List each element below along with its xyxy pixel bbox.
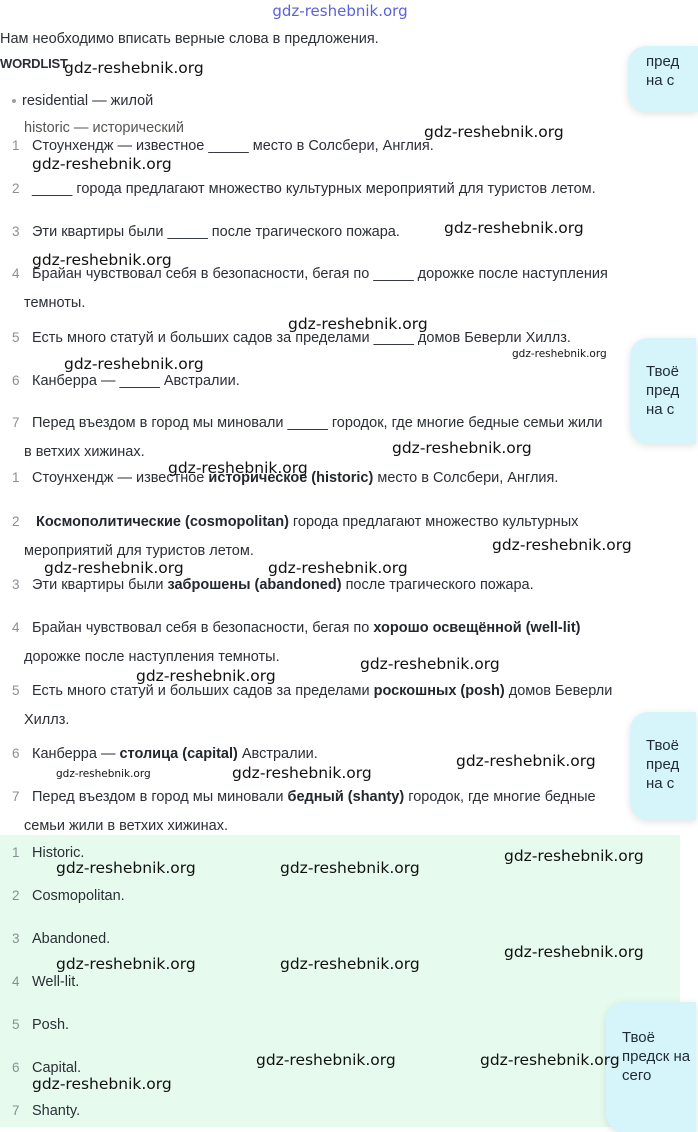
filled-text-line2: Хиллз.	[24, 712, 70, 728]
watermark: gdz-reshebnik.org	[280, 859, 420, 877]
filled-text	[32, 620, 580, 636]
watermark: gdz-reshebnik.org	[504, 847, 644, 865]
watermark: gdz-reshebnik.org	[256, 1051, 396, 1069]
answer-number: 7	[12, 1103, 20, 1118]
bullet-icon	[12, 99, 16, 103]
filled-answer: бедный (shanty)	[287, 789, 405, 805]
task-text: Есть много статуй и больших садов за пределами _____ домов Беверли Хиллз.	[32, 330, 571, 346]
filled-text-line2: мероприятий для туристов летом.	[24, 543, 254, 559]
watermark: gdz-reshebnik.org	[424, 123, 564, 141]
task-text: _____ города предлагают множество культурных мероприятий для туристов летом.	[32, 181, 596, 197]
task-text: Перед въездом в город мы миновали _____ городок, где многие бедные семьи жили	[32, 415, 603, 431]
wordlist-title: WORDLIST	[0, 56, 68, 71]
top-watermark: gdz-reshebnik.org	[272, 2, 408, 20]
watermark: gdz-reshebnik.org	[32, 251, 172, 269]
filled-text-line2: дорожке после наступления темноты.	[24, 649, 280, 665]
watermark: gdz-reshebnik.org	[168, 459, 308, 477]
filled-number: 5	[12, 683, 20, 698]
answer-number: 2	[12, 888, 20, 903]
filled-post: домов Беверли	[504, 683, 613, 699]
watermark: gdz-reshebnik.org	[444, 219, 584, 237]
filled-post: Австралии.	[237, 746, 318, 762]
filled-pre: Канберра —	[32, 746, 120, 762]
answer-text: Posh.	[32, 1017, 70, 1033]
watermark: gdz-reshebnik.org	[480, 1051, 620, 1069]
task-number: 3	[12, 224, 20, 239]
filled-number: 2	[12, 514, 20, 529]
watermark: gdz-reshebnik.org	[492, 536, 632, 554]
watermark: gdz-reshebnik.org	[512, 348, 607, 360]
filled-pre: Эти квартиры были	[32, 577, 168, 593]
watermark: gdz-reshebnik.org	[360, 655, 500, 673]
watermark: gdz-reshebnik.org	[32, 155, 172, 173]
watermark: gdz-reshebnik.org	[280, 955, 420, 973]
filled-number: 4	[12, 620, 20, 635]
promo-bubble[interactable]: Твоё предск на сего	[606, 1002, 696, 1132]
filled-answer: хорошо освещённой (well-lit)	[373, 620, 581, 636]
answer-number: 5	[12, 1017, 20, 1032]
answer-text: Abandoned.	[32, 931, 111, 947]
filled-answer: роскошных (posh)	[373, 683, 505, 699]
answer-text: Capital.	[32, 1060, 82, 1076]
filled-number: 3	[12, 577, 20, 592]
filled-pre: Брайан чувствовал себя в безопасности, бегая по	[32, 620, 374, 636]
filled-answer: историческое (historic)	[208, 470, 374, 486]
wordlist-item-cut: historic — исторический	[24, 120, 184, 136]
filled-text-line2: семьи жили в ветхих хижинах.	[24, 818, 228, 834]
wordlist-item-text: residential — жилой	[22, 93, 154, 109]
watermark: gdz-reshebnik.org	[232, 764, 372, 782]
filled-answer: Космополитические (cosmopolitan)	[36, 514, 289, 530]
task-number: 6	[12, 373, 20, 388]
intro-text: Нам необходимо вписать верные слова в предложения.	[0, 31, 379, 47]
task-number: 2	[12, 181, 20, 196]
watermark: gdz-reshebnik.org	[392, 439, 532, 457]
watermark: gdz-reshebnik.org	[44, 559, 184, 577]
task-text: Брайан чувствовал себя в безопасности, бегая по _____ дорожке после наступления	[32, 266, 608, 282]
watermark: gdz-reshebnik.org	[268, 559, 408, 577]
filled-pre: Стоунхендж — известное	[32, 470, 209, 486]
watermark: gdz-reshebnik.org	[56, 859, 196, 877]
answer-number: 1	[12, 845, 20, 860]
watermark: gdz-reshebnik.org	[56, 768, 151, 780]
answer-number: 6	[12, 1060, 20, 1075]
filled-number: 1	[12, 470, 20, 485]
watermark: gdz-reshebnik.org	[288, 315, 428, 333]
filled-number: 7	[12, 789, 20, 804]
task-number: 5	[12, 330, 20, 345]
answer-text: Shanty.	[32, 1103, 81, 1119]
filled-post: после трагического пожара.	[341, 577, 534, 593]
watermark: gdz-reshebnik.org	[64, 59, 204, 77]
answer-text: Cosmopolitan.	[32, 888, 125, 904]
promo-bubble[interactable]: пред на с	[628, 46, 698, 112]
answer-text: Historic.	[32, 845, 85, 861]
answer-number: 3	[12, 931, 20, 946]
watermark: gdz-reshebnik.org	[32, 1075, 172, 1093]
filled-number: 6	[12, 746, 20, 761]
filled-post: место в Солсбери, Англия.	[373, 470, 559, 486]
wordlist-item	[12, 93, 153, 109]
filled-text	[32, 683, 612, 699]
filled-text	[32, 789, 596, 805]
filled-text	[32, 577, 534, 593]
task-text: Стоунхендж — известное _____ место в Солсбери, Англия.	[32, 138, 434, 154]
filled-pre: Есть много статуй и больших садов за пределами	[32, 683, 374, 699]
watermark: gdz-reshebnik.org	[504, 943, 644, 961]
task-number: 4	[12, 266, 20, 281]
filled-text	[32, 746, 318, 762]
task-text-line2: темноты.	[24, 295, 86, 311]
answer-text: Well-lit.	[32, 974, 80, 990]
watermark: gdz-reshebnik.org	[456, 752, 596, 770]
promo-bubble[interactable]: Твоё пред на с	[630, 338, 696, 444]
task-text: Канберра — _____ Австралии.	[32, 373, 240, 389]
watermark: gdz-reshebnik.org	[64, 355, 204, 373]
filled-post: города предлагают множество культурных	[288, 514, 579, 530]
promo-bubble[interactable]: Твоё пред на с	[630, 712, 696, 820]
filled-post: городок, где многие бедные	[404, 789, 596, 805]
filled-text	[36, 514, 578, 530]
filled-answer: заброшены (abandoned)	[167, 577, 342, 593]
watermark: gdz-reshebnik.org	[56, 955, 196, 973]
answer-number: 4	[12, 974, 20, 989]
task-number: 7	[12, 415, 20, 430]
watermark: gdz-reshebnik.org	[136, 667, 276, 685]
task-number: 1	[12, 138, 20, 153]
task-text: Эти квартиры были _____ после трагического пожара.	[32, 224, 400, 240]
task-text-line2: в ветхих хижинах.	[24, 444, 145, 460]
filled-pre: Перед въездом в город мы миновали	[32, 789, 288, 805]
filled-answer: столица (capital)	[119, 746, 238, 762]
